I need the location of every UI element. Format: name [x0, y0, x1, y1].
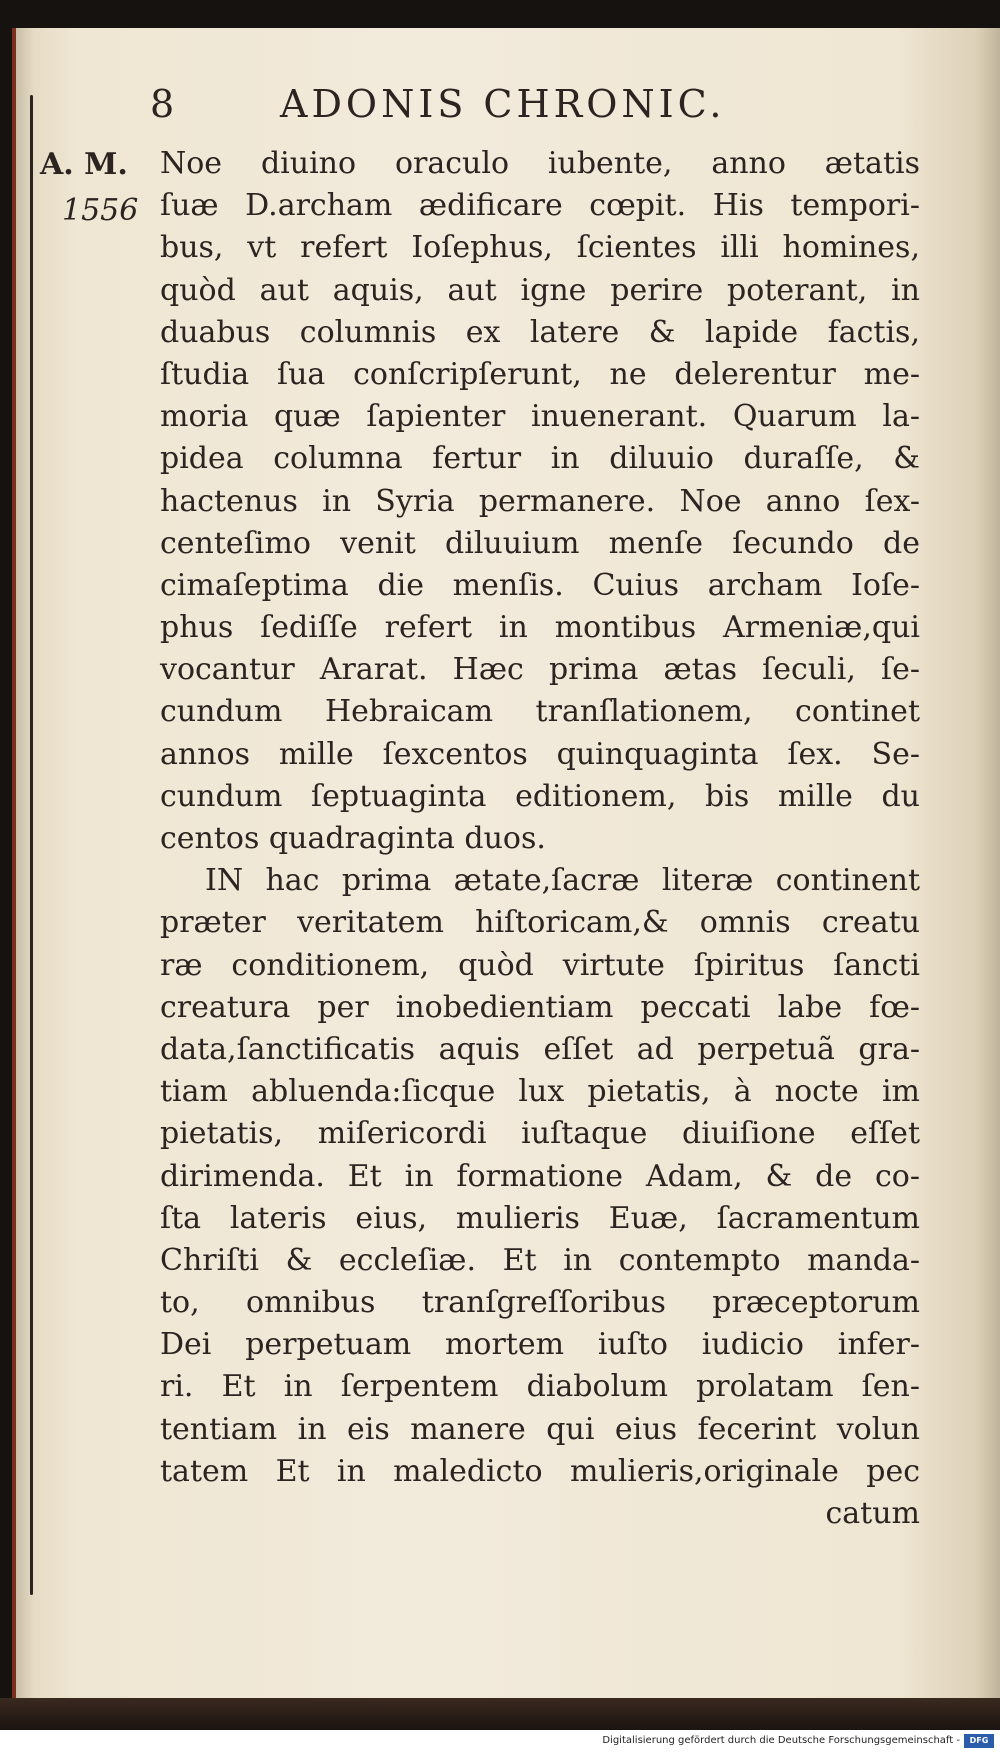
text-line: to, omnibus tranſgreſſoribus præceptorum	[160, 1285, 920, 1321]
text-line: bus, vt refert Ioſephus, ſcientes illi homines,	[160, 230, 920, 266]
text-line: duabus columnis ex latere & lapide factis,	[160, 314, 920, 350]
text-line: cundum ſeptuaginta editionem, bis mille du	[160, 778, 920, 814]
text-line: centeſimo venit diluuium menſe ſecundo de	[160, 525, 920, 561]
margin-rule-line	[30, 95, 33, 1595]
digitization-credit: Digitalisierung gefördert durch die Deutsche Forschungsgemeinschaft -	[602, 1735, 960, 1746]
text-line: pietatis, miſericordi iuſtaque diuiſione eſſet	[160, 1116, 920, 1152]
text-line: creatura per inobedientiam peccati labe fœ-	[160, 989, 920, 1025]
running-title: ADONIS CHRONIC.	[280, 82, 726, 126]
text-line: ſtudia ſua conſcripſerunt, ne delerentur me-	[160, 356, 920, 392]
paragraph-2	[160, 860, 920, 1493]
text-line: ri. Et in ſerpentem diabolum prolatam ſen-	[160, 1369, 920, 1405]
text-line: pidea columna fertur in diluuio duraſſe, &	[160, 441, 920, 477]
body-text	[160, 143, 920, 1535]
text-line: ſta lateris eius, mulieris Euæ, ſacramentum	[160, 1200, 920, 1236]
text-line: quòd aut aquis, aut igne perire poterant, in	[160, 272, 920, 308]
text-line: IN hac prima ætate,ſacræ literæ continent	[205, 863, 920, 899]
margin-note-year: 1556	[62, 193, 139, 228]
text-line: centos quadraginta duos.	[160, 821, 546, 856]
text-line: Noe diuino oraculo iubente, anno ætatis	[160, 146, 920, 181]
text-line: cimaſeptima die menſis. Cuius archam Ioſe-	[160, 567, 920, 603]
text-line: ſuæ D.archam ædificare cœpit. His tempori-	[160, 188, 920, 224]
text-line: hactenus in Syria permanere. Noe anno ſex-	[160, 483, 920, 519]
text-line: Dei perpetuam mortem iuſto iudicio infer-	[160, 1327, 920, 1363]
text-line: data,ſanctificatis aquis eſſet ad perpetuã gra-	[160, 1031, 920, 1067]
catchword: catum	[825, 1496, 920, 1531]
text-line: phus ſediſſe refert in montibus Armeniæ,qui	[160, 610, 920, 646]
dfg-logo-icon: DFG	[964, 1734, 994, 1748]
text-line: vocantur Ararat. Hæc prima ætas ſeculi, ſe-	[160, 652, 920, 688]
book-edge	[0, 1698, 1000, 1730]
text-line: ræ conditionem, quòd virtute ſpiritus ſancti	[160, 947, 920, 983]
text-line: dirimenda. Et in formatione Adam, & de co-	[160, 1158, 920, 1194]
text-line: tatem Et in maledicto mulieris,originale pec	[160, 1453, 920, 1489]
text-line: tentiam in eis manere qui eius fecerint volun	[160, 1411, 920, 1447]
text-line: moria quæ ſapienter inuenerant. Quarum la-	[160, 399, 920, 435]
text-line: Chriſti & eccleſiæ. Et in contempto manda-	[160, 1242, 920, 1278]
running-head	[150, 82, 800, 132]
paragraph-1	[160, 143, 920, 860]
text-line: cundum Hebraicam tranſlationem, continet	[160, 694, 920, 730]
text-line: tiam abluenda:ſicque lux pietatis, à nocte im	[160, 1074, 920, 1110]
text-line: annos mille ſexcentos quinquaginta ſex. Se-	[160, 736, 920, 772]
text-line: præter veritatem hiſtoricam,& omnis creatu	[160, 905, 920, 941]
page-number: 8	[150, 82, 179, 126]
margin-note-anno-mundi: A. M.	[40, 147, 128, 182]
